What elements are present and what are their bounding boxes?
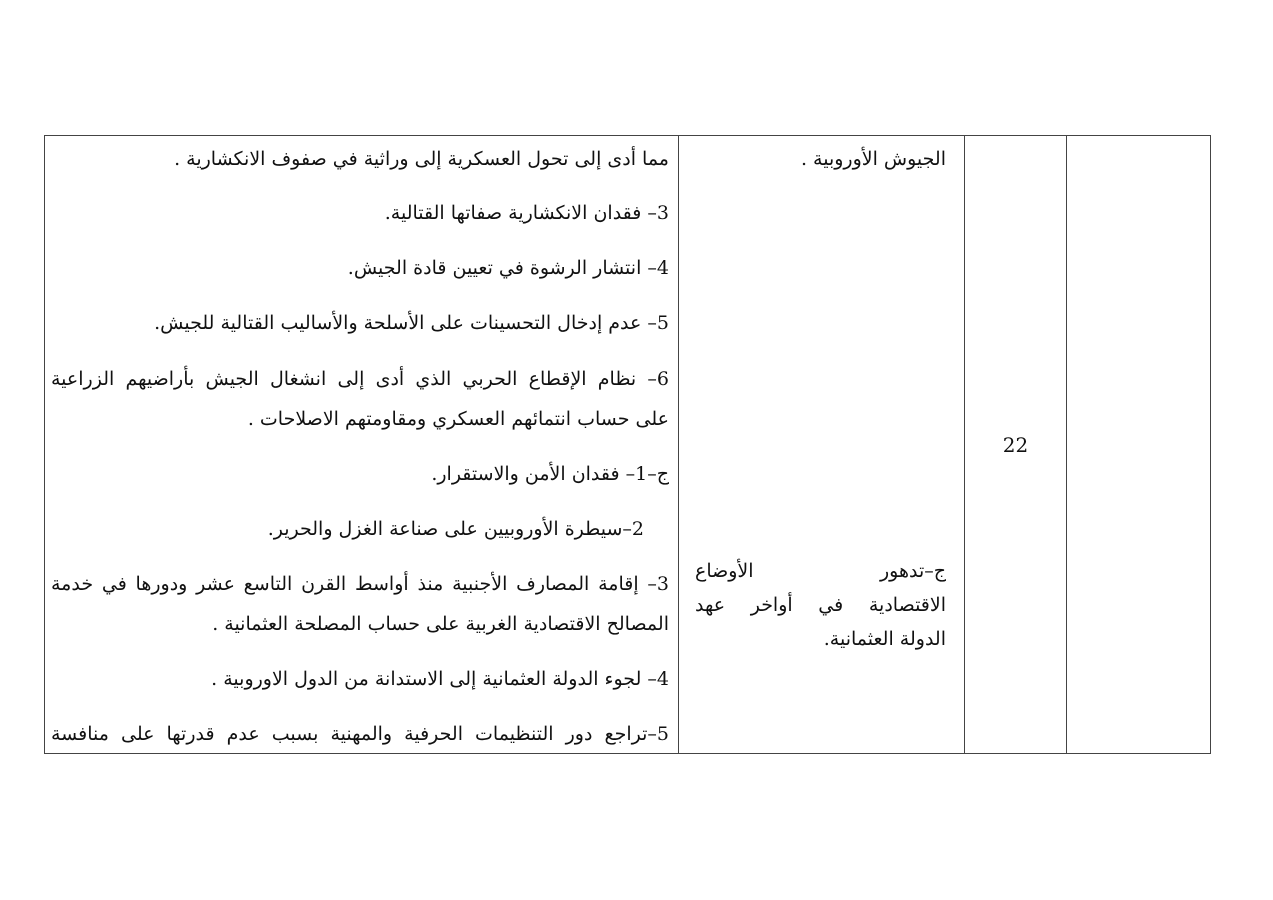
- topic-title-line: ج–تدهور الأوضاع: [695, 560, 946, 582]
- body-line: 3– إقامة المصارف الأجنبية منذ أواسط القرن التاسع عشر ودورها في خدمة: [51, 573, 669, 595]
- body-line: 4– لجوء الدولة العثمانية إلى الاستدانة من الدول الاوروبية .: [211, 668, 669, 690]
- table-row: [45, 136, 1211, 754]
- topic-title: [695, 554, 946, 656]
- row-number: 22: [965, 136, 1067, 754]
- topic-title-line: الاقتصادية في أواخر عهد: [695, 594, 946, 616]
- body-line: 6– نظام الإقطاع الحربي الذي أدى إلى انشغال الجيش بأراضيهم الزراعية: [51, 368, 669, 390]
- body-line: 5– عدم إدخال التحسينات على الأسلحة والأساليب القتالية للجيش.: [154, 312, 669, 334]
- body-line: على حساب انتمائهم العسكري ومقاومتهم الاصلاحات .: [247, 408, 669, 430]
- content-cell: [45, 136, 679, 754]
- content-table: [44, 135, 1211, 754]
- topic-title-line: الدولة العثمانية.: [823, 628, 946, 650]
- body-line: 5–تراجع دور التنظيمات الحرفية والمهنية بسبب عدم قدرتها على منافسة: [51, 723, 669, 745]
- empty-cell: [1067, 136, 1211, 754]
- body-line: ج–1– فقدان الأمن والاستقرار.: [431, 463, 669, 485]
- body-line: مما أدى إلى تحول العسكرية إلى وراثية في صفوف الانكشارية .: [174, 148, 669, 170]
- topic-cell: [679, 136, 965, 754]
- body-line: 3– فقدان الانكشارية صفاتها القتالية.: [384, 202, 669, 224]
- body-line: 2–سيطرة الأوروبيين على صناعة الغزل والحرير.: [267, 518, 644, 540]
- body-line: 4– انتشار الرشوة في تعيين قادة الجيش.: [347, 257, 669, 279]
- body-line: المصالح الاقتصادية الغربية على حساب المصلحة العثمانية .: [212, 613, 669, 635]
- topic-continuation: الجيوش الأوروبية .: [800, 148, 946, 170]
